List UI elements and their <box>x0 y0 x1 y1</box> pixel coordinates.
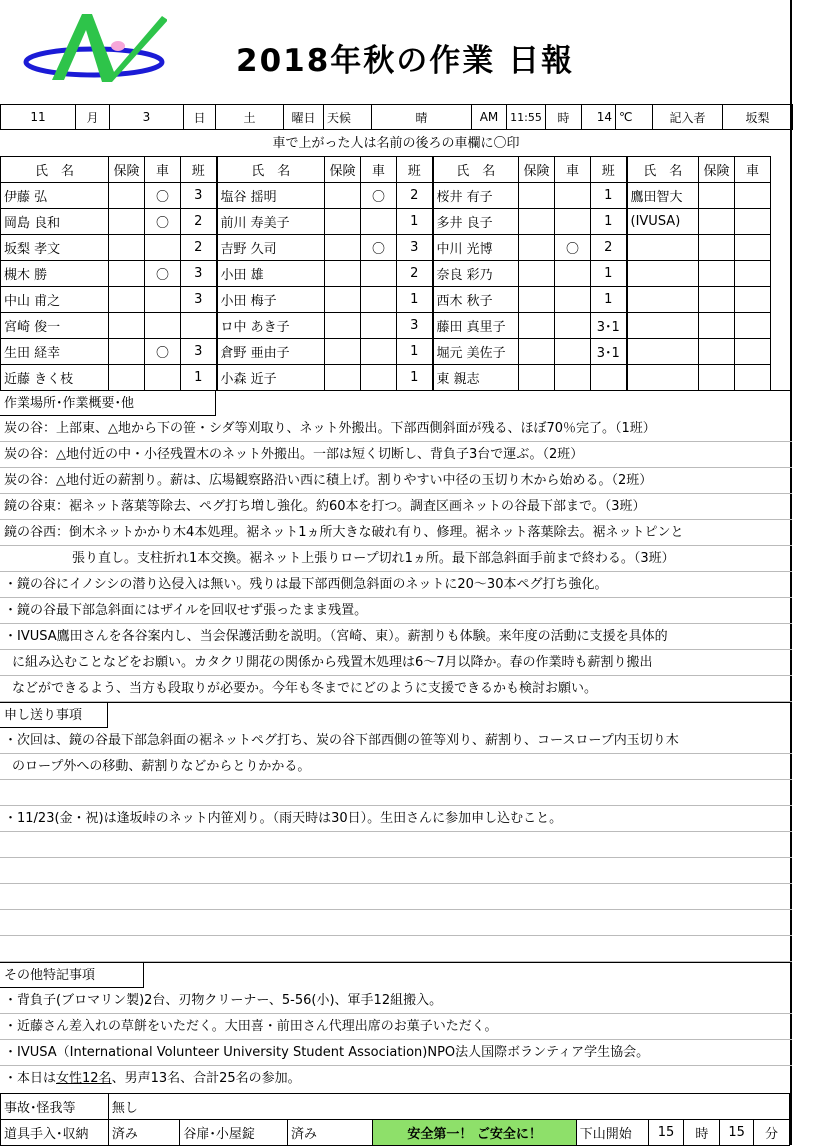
member-team: 2 <box>397 261 433 287</box>
shed-label: 谷扉･小屋錠 <box>180 1120 288 1146</box>
participants-women: 女性12名 <box>56 1071 112 1086</box>
member-insurance <box>325 313 361 339</box>
name-header: 氏 名 <box>217 157 325 183</box>
member-insurance <box>109 183 145 209</box>
member-name: 伊藤 弘 <box>1 183 109 209</box>
time-value: 11:55 <box>507 105 546 130</box>
member-row <box>1 235 771 261</box>
insurance-header: 保険 <box>519 157 555 183</box>
member-car <box>361 339 397 365</box>
member-car: 〇 <box>145 339 181 365</box>
member-insurance <box>519 235 555 261</box>
text-line: ・背負子(ブロマリン製)2台、刃物クリーナー、5-56(小)、軍手12組搬入。 <box>0 988 792 1014</box>
temperature-value: 14 <box>582 105 616 130</box>
text-line: ・次回は、鏡の谷最下部急斜面の裾ネットペグ打ち、炭の谷下部西側の笹等刈り、薪割り、コースロープ内玉切り木 <box>0 728 792 754</box>
member-name: 生田 経幸 <box>1 339 109 365</box>
member-car <box>361 261 397 287</box>
member-car <box>735 365 771 391</box>
member-insurance <box>325 287 361 313</box>
member-car <box>555 313 591 339</box>
text-line: ・IVUSA（International Volunteer University Student Association)NPO法人国際ボランティア学生協会。 <box>0 1040 792 1066</box>
handover-section-lines <box>0 728 792 962</box>
text-line: などができるよう、当方も段取りが必要か。今年も冬までにどのように支援できるかも検討お願い。 <box>0 676 792 702</box>
handover-section-label: 申し送り事項 <box>0 702 108 728</box>
member-insurance <box>109 235 145 261</box>
member-team <box>181 313 217 339</box>
accident-value: 無し <box>108 1094 789 1120</box>
text-line: ・鏡の谷にイノシシの潜り込侵入は無い。残りは最下部西側急斜面のネットに20～30本ペグ打ち強化。 <box>0 572 792 598</box>
member-insurance <box>699 209 735 235</box>
other-section-label: その他特記事項 <box>0 962 144 988</box>
month-label: 月 <box>76 105 110 130</box>
member-name <box>627 287 699 313</box>
date-header-row <box>0 104 793 130</box>
member-name: 東 親志 <box>433 365 519 391</box>
member-car: 〇 <box>555 235 591 261</box>
member-name <box>627 313 699 339</box>
blank-line <box>0 858 792 884</box>
member-team <box>591 365 627 391</box>
member-name: 塩谷 揺明 <box>217 183 325 209</box>
car-header: 車 <box>555 157 591 183</box>
member-car <box>555 209 591 235</box>
participants-line <box>0 1066 792 1092</box>
member-insurance <box>699 313 735 339</box>
member-name: 岡島 良和 <box>1 209 109 235</box>
shed-value: 済み <box>288 1120 373 1146</box>
member-car: 〇 <box>145 183 181 209</box>
car-note: 車で上がった人は名前の後ろの車欄に〇印 <box>0 129 792 157</box>
text-line: に組み込むことなどをお願い。カタクリ開花の関係から残置木処理は6～7月以降か。春の作業時も薪割り搬出 <box>0 650 792 676</box>
member-name: 宮崎 俊一 <box>1 313 109 339</box>
member-team: 1 <box>591 183 627 209</box>
member-name: 槻木 勝 <box>1 261 109 287</box>
member-team: 2 <box>181 235 217 261</box>
member-name: 多井 良子 <box>433 209 519 235</box>
other-section-lines <box>0 988 792 1066</box>
member-insurance <box>519 287 555 313</box>
text-line: 炭の谷：△地付近の中・小径残置木のネット外搬出。一部は短く切断し、背負子3台で運ぶ。（2班） <box>0 442 792 468</box>
member-name: 奈良 彩乃 <box>433 261 519 287</box>
member-insurance <box>699 365 735 391</box>
member-team: 3 <box>181 183 217 209</box>
member-name: (IVUSA) <box>627 209 699 235</box>
member-car <box>555 287 591 313</box>
member-name: 西木 秋子 <box>433 287 519 313</box>
member-row <box>1 287 771 313</box>
member-car <box>361 313 397 339</box>
weather-label: 天候 <box>324 105 372 130</box>
member-insurance <box>109 339 145 365</box>
member-team: 1 <box>591 261 627 287</box>
descent-hour: 15 <box>648 1120 684 1146</box>
member-name: 倉野 亜由子 <box>217 339 325 365</box>
member-name: 小田 雄 <box>217 261 325 287</box>
member-car <box>735 339 771 365</box>
descent-minute-label: 分 <box>754 1120 790 1146</box>
member-insurance <box>519 261 555 287</box>
member-team: 3 <box>397 313 433 339</box>
member-team: 2 <box>397 183 433 209</box>
team-header: 班 <box>181 157 217 183</box>
participants-line-wrap <box>0 1066 792 1092</box>
member-car <box>361 365 397 391</box>
footer-table <box>0 1093 790 1146</box>
member-car <box>735 261 771 287</box>
member-car <box>735 209 771 235</box>
member-team: 2 <box>591 235 627 261</box>
weekday-label: 曜日 <box>284 105 324 130</box>
member-insurance <box>109 287 145 313</box>
member-team: 2 <box>181 209 217 235</box>
text-line: ・鏡の谷最下部急斜面にはザイルを回収せず張ったまま残置。 <box>0 598 792 624</box>
member-insurance <box>699 287 735 313</box>
member-car <box>555 339 591 365</box>
member-insurance <box>699 183 735 209</box>
member-car <box>735 235 771 261</box>
member-row <box>1 313 771 339</box>
member-team: 1 <box>591 209 627 235</box>
recorder-value: 坂梨 <box>723 105 793 130</box>
time-label: 時 <box>546 105 582 130</box>
member-insurance <box>325 365 361 391</box>
member-insurance <box>699 235 735 261</box>
member-team: 3 <box>181 287 217 313</box>
member-row <box>1 261 771 287</box>
handover-section-border <box>0 702 792 703</box>
members-table <box>0 156 771 391</box>
member-insurance <box>325 209 361 235</box>
member-car <box>145 235 181 261</box>
day-value: 3 <box>110 105 184 130</box>
text-line: 炭の谷：上部東、△地から下の笹・シダ等刈取り、ネット外搬出。下部西側斜面が残る、ほぼ70％完了。（1班） <box>0 416 792 442</box>
member-insurance <box>519 183 555 209</box>
member-insurance <box>519 313 555 339</box>
members-header-row <box>1 157 771 183</box>
descent-label: 下山開始 <box>576 1120 648 1146</box>
member-name: 前川 寿美子 <box>217 209 325 235</box>
member-row <box>1 365 771 391</box>
insurance-header: 保険 <box>699 157 735 183</box>
member-car <box>145 287 181 313</box>
month-value: 11 <box>1 105 76 130</box>
member-name <box>627 235 699 261</box>
member-team: 1 <box>181 365 217 391</box>
member-name: 鷹田智大 <box>627 183 699 209</box>
participants-suffix: 、男声13名、合計25名の参加。 <box>111 1071 301 1086</box>
member-team: 3･1 <box>591 313 627 339</box>
member-car <box>145 365 181 391</box>
member-team: 1 <box>397 365 433 391</box>
safety-banner: 安全第一！ ご安全に！ <box>373 1120 576 1146</box>
member-team: 3･1 <box>591 339 627 365</box>
member-name: 桜井 有子 <box>433 183 519 209</box>
blank-line <box>0 910 792 936</box>
member-insurance <box>109 313 145 339</box>
member-insurance <box>519 339 555 365</box>
car-header: 車 <box>145 157 181 183</box>
organization-logo <box>22 10 167 90</box>
member-team: 1 <box>591 287 627 313</box>
participants-prefix: ・本日は <box>4 1071 57 1086</box>
tools-label: 道具手入･収納 <box>1 1120 109 1146</box>
member-team: 1 <box>397 287 433 313</box>
tools-value: 済み <box>108 1120 180 1146</box>
member-car <box>361 287 397 313</box>
day-label: 日 <box>184 105 216 130</box>
name-header: 氏 名 <box>433 157 519 183</box>
member-team: 3 <box>181 261 217 287</box>
member-insurance <box>325 339 361 365</box>
team-header: 班 <box>591 157 627 183</box>
member-team: 3 <box>181 339 217 365</box>
member-insurance <box>325 235 361 261</box>
name-header: 氏 名 <box>627 157 699 183</box>
insurance-header: 保険 <box>325 157 361 183</box>
member-car <box>555 365 591 391</box>
text-line: ・IVUSA鷹田さんを各谷案内し、当会保護活動を説明。（宮崎、東）。薪割りも体験。来年度の活動に支援を具体的 <box>0 624 792 650</box>
blank-line <box>0 936 792 962</box>
member-name: 吉野 久司 <box>217 235 325 261</box>
member-name <box>627 339 699 365</box>
descent-minute: 15 <box>720 1120 754 1146</box>
member-name: 坂梨 孝文 <box>1 235 109 261</box>
car-header: 車 <box>735 157 771 183</box>
text-line <box>0 780 792 806</box>
member-car: 〇 <box>361 183 397 209</box>
member-team: 1 <box>397 339 433 365</box>
weather-value: 晴 <box>372 105 472 130</box>
car-header: 車 <box>361 157 397 183</box>
member-insurance <box>699 339 735 365</box>
temperature-unit: ℃ <box>616 105 653 130</box>
work-section-lines <box>0 416 792 702</box>
text-line: のロープ外への移動、薪割りなどからとりかかる。 <box>0 754 792 780</box>
blank-line <box>0 832 792 858</box>
recorder-label: 記入者 <box>653 105 723 130</box>
am-label: AM <box>472 105 507 130</box>
member-car: 〇 <box>361 235 397 261</box>
member-name: 小森 近子 <box>217 365 325 391</box>
member-name: ロ中 あき子 <box>217 313 325 339</box>
member-insurance <box>109 261 145 287</box>
member-row <box>1 339 771 365</box>
member-car <box>555 183 591 209</box>
member-name: 中川 光博 <box>433 235 519 261</box>
text-line: ・11/23(金・祝)は逢坂峠のネット内笹刈り。（雨天時は30日）。生田さんに参加申し込むこと。 <box>0 806 792 832</box>
member-car <box>361 209 397 235</box>
text-line: 炭の谷：△地付近の薪割り。薪は、広場観察路沿い西に積上げ。割りやすい中径の玉切り木から始める。（2班） <box>0 468 792 494</box>
member-name: 小田 梅子 <box>217 287 325 313</box>
member-team: 3 <box>397 235 433 261</box>
member-insurance <box>325 261 361 287</box>
member-insurance <box>519 209 555 235</box>
descent-hour-label: 時 <box>684 1120 720 1146</box>
member-row <box>1 209 771 235</box>
member-insurance <box>109 209 145 235</box>
member-car <box>735 287 771 313</box>
member-name <box>627 261 699 287</box>
member-row <box>1 183 771 209</box>
member-name: 藤田 真里子 <box>433 313 519 339</box>
name-header: 氏 名 <box>1 157 109 183</box>
member-car: 〇 <box>145 209 181 235</box>
work-section-label: 作業場所･作業概要･他 <box>0 390 216 416</box>
weekday-value: 土 <box>216 105 284 130</box>
member-team: 1 <box>397 209 433 235</box>
member-insurance <box>325 183 361 209</box>
member-car <box>735 313 771 339</box>
member-insurance <box>109 365 145 391</box>
member-insurance <box>699 261 735 287</box>
member-car: 〇 <box>145 261 181 287</box>
team-header: 班 <box>397 157 433 183</box>
member-car <box>735 183 771 209</box>
member-name: 堀元 美佐子 <box>433 339 519 365</box>
page-title: 2018年秋の作業 日報 <box>236 43 575 79</box>
text-line: 鏡の谷西：倒木ネットかかり木4本処理。裾ネット1ヵ所大きな破れ有り、修理。裾ネット落葉除去。裾ネットピンと <box>0 520 792 546</box>
member-name: 中山 甫之 <box>1 287 109 313</box>
blank-line <box>0 884 792 910</box>
accident-label: 事故･怪我等 <box>1 1094 109 1120</box>
member-car <box>145 313 181 339</box>
member-car <box>555 261 591 287</box>
text-line: ・近藤さん差入れの草餅をいただく。大田喜・前田さん代理出席のお菓子いただく。 <box>0 1014 792 1040</box>
member-name: 近藤 きく枝 <box>1 365 109 391</box>
text-line: 鏡の谷東：裾ネット落葉等除去、ペグ打ち増し強化。約60本を打つ。調査区画ネットの谷最下部まで。（3班） <box>0 494 792 520</box>
text-line: 張り直し。支柱折れ1本交換。裾ネット上張りロープ切れ1ヵ所。最下部急斜面手前まで終わる。（3班） <box>0 546 792 572</box>
insurance-header: 保険 <box>109 157 145 183</box>
member-name <box>627 365 699 391</box>
member-insurance <box>519 365 555 391</box>
